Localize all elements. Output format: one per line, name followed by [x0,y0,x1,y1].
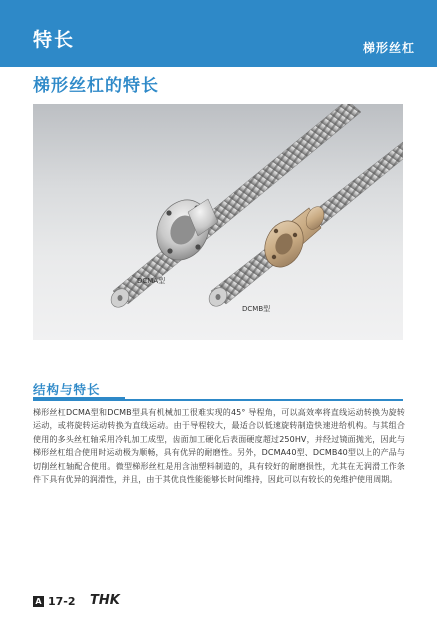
header-section-name: 梯形丝杠 [362,41,415,55]
footer-page-number: 17-2 [48,595,76,608]
section-divider-accent [33,397,125,401]
product-photo [33,104,403,340]
page-title: 梯形丝杠的特长 [33,76,159,96]
footer-chapter-badge: A [33,596,44,607]
header-bar [0,0,437,67]
header-title: 特长 [33,29,76,51]
thk-logo: THK [90,593,120,608]
lead-screw-illustration [33,104,403,340]
dcma-label: DCMA型 [137,277,166,285]
section-body-text: 梯形丝杠DCMA型和DCMB型具有机械加工很难实现的45° 导程角，可以高效率将直线运动转换为旋转运动，或将旋转运动转换为直线运动。由于导程较大，最适合以低速旋转制造快速进给机构。与其组合使用的多头丝杠轴采用冷轧加工成型，齿面加工硬化后表面硬度超过250HV，并经过镜面抛光，因此与梯形丝杠组合使用时运动极为顺畅，具有优异的耐磨性。另外，DCMA40型、DCMB40型以上的产品与切削丝杠轴配合使用。微型梯形丝杠是用含油塑料制造的，具有较好的耐磨损性，尤其在无润滑工作条件下具有优异的润滑性，并且，由于其优良性能能够长时间维持，因此可以有较长的免维护使用周期。 [33,408,405,485]
section-title: 结构与特长 [33,382,101,397]
dcmb-label: DCMB型 [242,305,271,313]
